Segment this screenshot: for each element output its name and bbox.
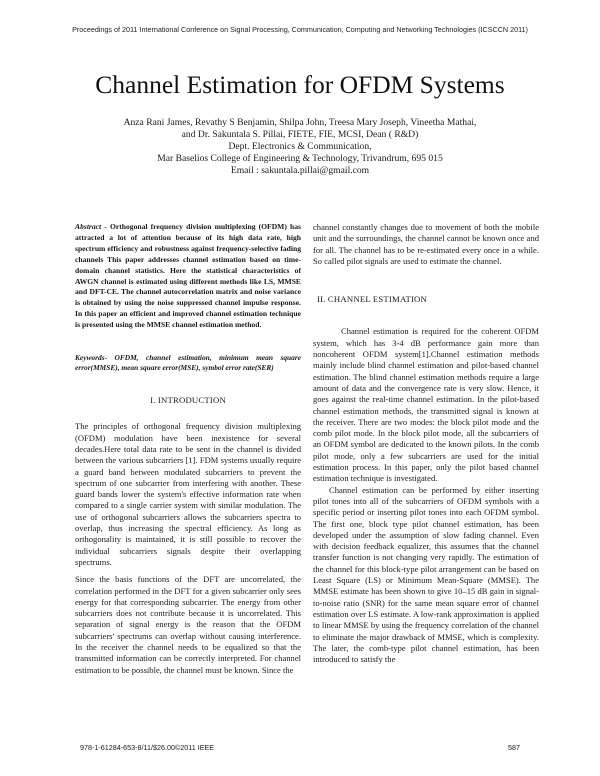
running-header: Proceedings of 2011 International Conference on Signal Processing, Communication, Computing and Networking Technologies (ICSCCN 2011) [72,25,528,34]
page-number: 587 [508,743,520,752]
abstract-label: Abstract [75,222,102,231]
keywords-text: OFDM, channel estimation, minimum mean square error(MMSE), mean square error(MSE), symbol error rate(SER) [75,353,301,373]
email: Email : sakuntala.pillai@gmail.com [230,165,370,176]
abstract-text: - Orthogonal frequency division multiplexing (OFDM) has attracted a lot of attention because of its high data rate, high spectrum efficiency and robustness against frequency-selective fading channels This paper addresses channel estimation based on time-domain channel statistics. Here the statistical characteristics of AWGN channel is estimated using different methods like LS, MMSE and DFT-CE. The channel autocorrelation matrix and noise variance is obtained by using the noise suppressed channel impulse response. In this paper an efficient and improved channel estimation technique is presented using the MMSE channel estimation method. [75,222,301,330]
continued-paragraph: channel constantly changes due to movement of both the mobile unit and the surroundings, the channel cannot be known once and for all. The channel has to be re-estimated every once in a while. So called pilot signals are used to estimate the channel. [313,222,539,266]
paper-title: Channel Estimation for OFDM Systems [95,70,505,99]
right-column [313,222,539,665]
abstract [75,222,301,331]
copyright-footer: 978-1-61284-653-8/11/$26.00©2011 IEEE [80,743,215,752]
left-column [75,222,301,676]
authors-line-1: Anza Rani James, Revathy S Benjamin, Shilpa John, Treesa Mary Joseph, Vineetha Mathai, [123,117,477,128]
author-block [0,117,600,177]
section-heading-channel-estimation: II. CHANNEL ESTIMATION [317,294,428,305]
section-heading-introduction: I. INTRODUCTION [150,395,226,406]
keywords [75,353,301,373]
intro-paragraph-1: The principles of orthogonal frequency division multiplexing (OFDM) modulation have been inexistence for several decades.Here total data rate to be sent in the channel is divided between the various subcarriers [1]. FDM systems usually require a guard band between modulated subcarriers to prevent the spectrum of one subcarrier from interfering with another. These guard bands lower the system's effective information rate when compared to a single carrier system with similar modulation. The use of orthogonal subcarriers allows the subcarriers spectra to overlap, thus increasing the spectral efficiency. As long as orthogonality is maintained, it is still possible to recover the individual subcarriers signals despite their overlapping spectrums. [75,421,301,567]
channel-estimation-paragraph-2: Channel estimation can be performed by either inserting pilot tones into all of the subcarriers of OFDM symbols with a specific period or inserting pilot tones into each OFDM symbol. The first one, block type pilot channel estimation, has been developed under the assumption of slow fading channel. Even with decision feedback equalizer, this assumes that the channel transfer function is not changing very rapidly. The estimation of the channel for this block-type pilot arrangement can be based on Least Square (LS) or Minimum Mean-Square (MMSE). The MMSE estimate has been shown to give 10–15 dB gain in signal-to-noise ratio (SNR) for the same mean square error of channel estimation over LS estimate. A low-rank approximation is applied to linear MMSE by using the frequency correlation of the channel to eliminate the major drawback of MMSE, which is complexity. The later, the comb-type pilot channel estimation, has been introduced to satisfy the [313,484,539,665]
department: Dept. Electronics & Communication, [228,141,372,152]
keywords-label: Keywords- [75,353,108,363]
authors-line-2: and Dr. Sakuntala S. Pillai, FIETE, FIE, MCSI, Dean ( R&D) [181,129,419,140]
college: Mar Baselios College of Engineering & Technology, Trivandrum, 695 015 [157,153,443,164]
intro-paragraph-2: Since the basis functions of the DFT are uncorrelated, the correlation performed in the DFT for a given subcarrier only sees energy for that corresponding subcarrier. The energy from other subcarriers does not contribute because it is uncorrelated. This separation of signal energy is the reason that the OFDM subcarriers' spectrums can overlap without causing interference. In the receiver the channel needs to be equalized so that the transmitted information can be correctly interpreted. For channel estimation to be possible, the channel must be known. Since the [75,574,301,675]
channel-estimation-paragraph-1: Channel estimation is required for the coherent OFDM system, which has 3-4 dB performance gain more than noncoherent OFDM system[1].Channel estimation methods mainly include blind channel estimation and pilot-based channel estimation. The blind channel estimation methods require a large amount of data and the convergence rate is very slow. Hence, it goes against the real-time channel estimation. In the pilot-based channel estimation methods, the transmitted signal is known at the receiver. There are two modes: the block pilot mode and the comb pilot mode. In the block pilot mode, all the subcarriers of an OFDM symbol are dedicated to the known pilots. In the comb pilot mode, only a few subcarriers are used for the initial estimation process. In this paper, only the pilot based channel estimation technique is investigated. [313,326,539,484]
